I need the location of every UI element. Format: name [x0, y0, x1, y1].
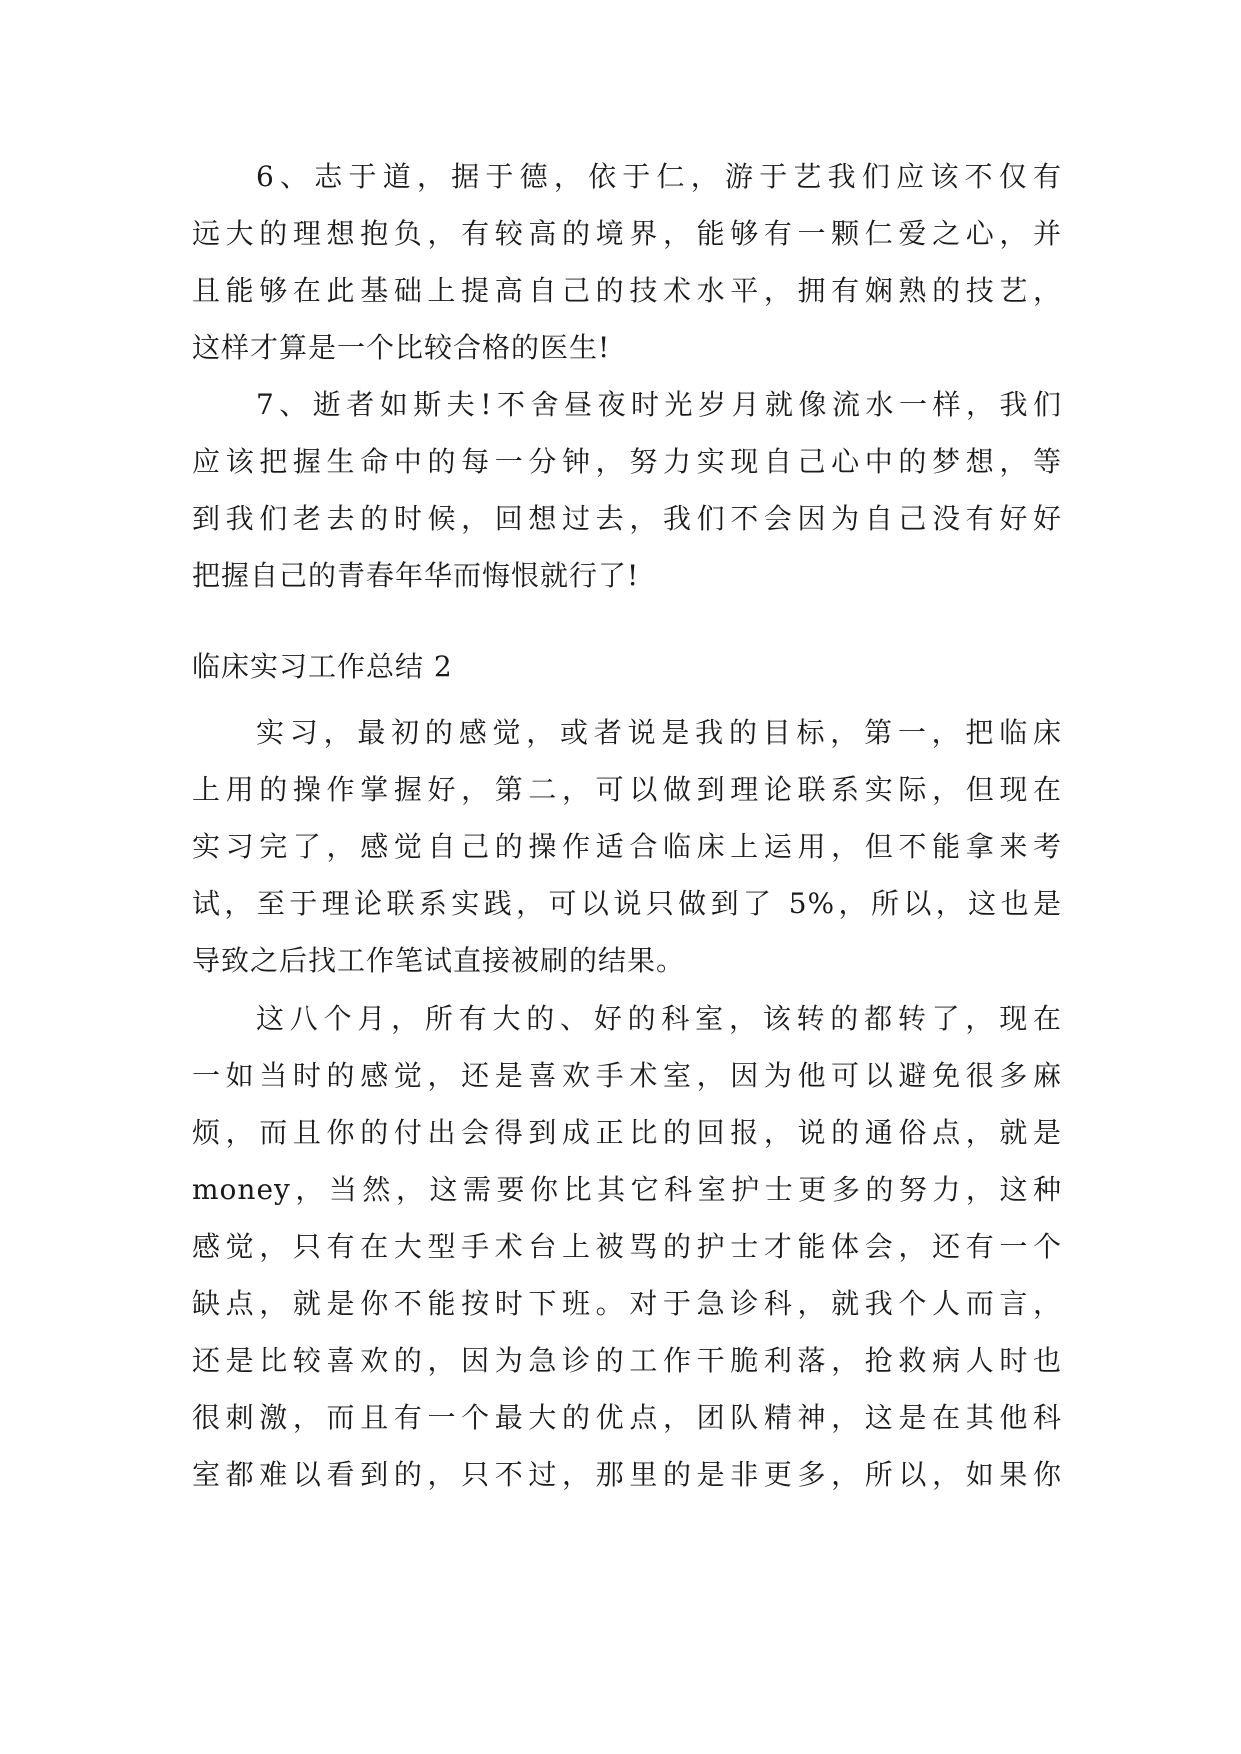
paragraph-line: 试，至于理论联系实践，可以说只做到了 5%，所以，这也是 — [192, 887, 1062, 920]
paragraph-line: 烦，而且你的付出会得到成正比的回报，说的通俗点，就是 — [192, 1116, 1062, 1149]
paragraph-line: 很刺激，而且有一个最大的优点，团队精神，这是在其他科 — [192, 1401, 1062, 1434]
paragraph-line: 远大的理想抱负，有较高的境界，能够有一颗仁爱之心，并 — [192, 217, 1062, 250]
paragraph-line: 还是比较喜欢的，因为急诊的工作干脆利落，抢救病人时也 — [192, 1344, 1062, 1377]
paragraph-line: 一如当时的感觉，还是喜欢手术室，因为他可以避免很多麻 — [192, 1059, 1062, 1092]
paragraph-line: 缺点，就是你不能按时下班。对于急诊科，就我个人而言， — [192, 1287, 1062, 1320]
paragraph-line: 这八个月，所有大的、好的科室，该转的都转了，现在 — [256, 1002, 1062, 1035]
paragraph-line: 7、逝者如斯夫!不舍昼夜时光岁月就像流水一样，我们 — [256, 388, 1062, 421]
paragraph-line: 到我们老去的时候，回想过去，我们不会因为自己没有好好 — [192, 502, 1062, 535]
paragraph-line: 6、志于道，据于德，依于仁，游于艺我们应该不仅有 — [256, 160, 1062, 193]
paragraph-line: 实习，最初的感觉，或者说是我的目标，第一，把临床 — [256, 716, 1062, 749]
paragraph-line: 室都难以看到的，只不过，那里的是非更多，所以，如果你 — [192, 1458, 1062, 1491]
paragraph-line: 应该把握生命中的每一分钟，努力实现自己心中的梦想，等 — [192, 445, 1062, 478]
section-heading: 临床实习工作总结 2 — [192, 650, 453, 683]
paragraph-line: 这样才算是一个比较合格的医生! — [192, 331, 611, 364]
paragraph-line: 把握自己的青春年华而悔恨就行了! — [192, 559, 640, 592]
paragraph-line: 导致之后找工作笔试直接被刷的结果。 — [192, 944, 686, 977]
paragraph-line: money，当然，这需要你比其它科室护士更多的努力，这种 — [192, 1173, 1062, 1206]
paragraph-line: 上用的操作掌握好，第二，可以做到理论联系实际，但现在 — [192, 773, 1062, 806]
paragraph-line: 且能够在此基础上提高自己的技术水平，拥有娴熟的技艺， — [192, 274, 1062, 307]
paragraph-line: 感觉，只有在大型手术台上被骂的护士才能体会，还有一个 — [192, 1230, 1062, 1263]
paragraph-line: 实习完了，感觉自己的操作适合临床上运用，但不能拿来考 — [192, 830, 1062, 863]
